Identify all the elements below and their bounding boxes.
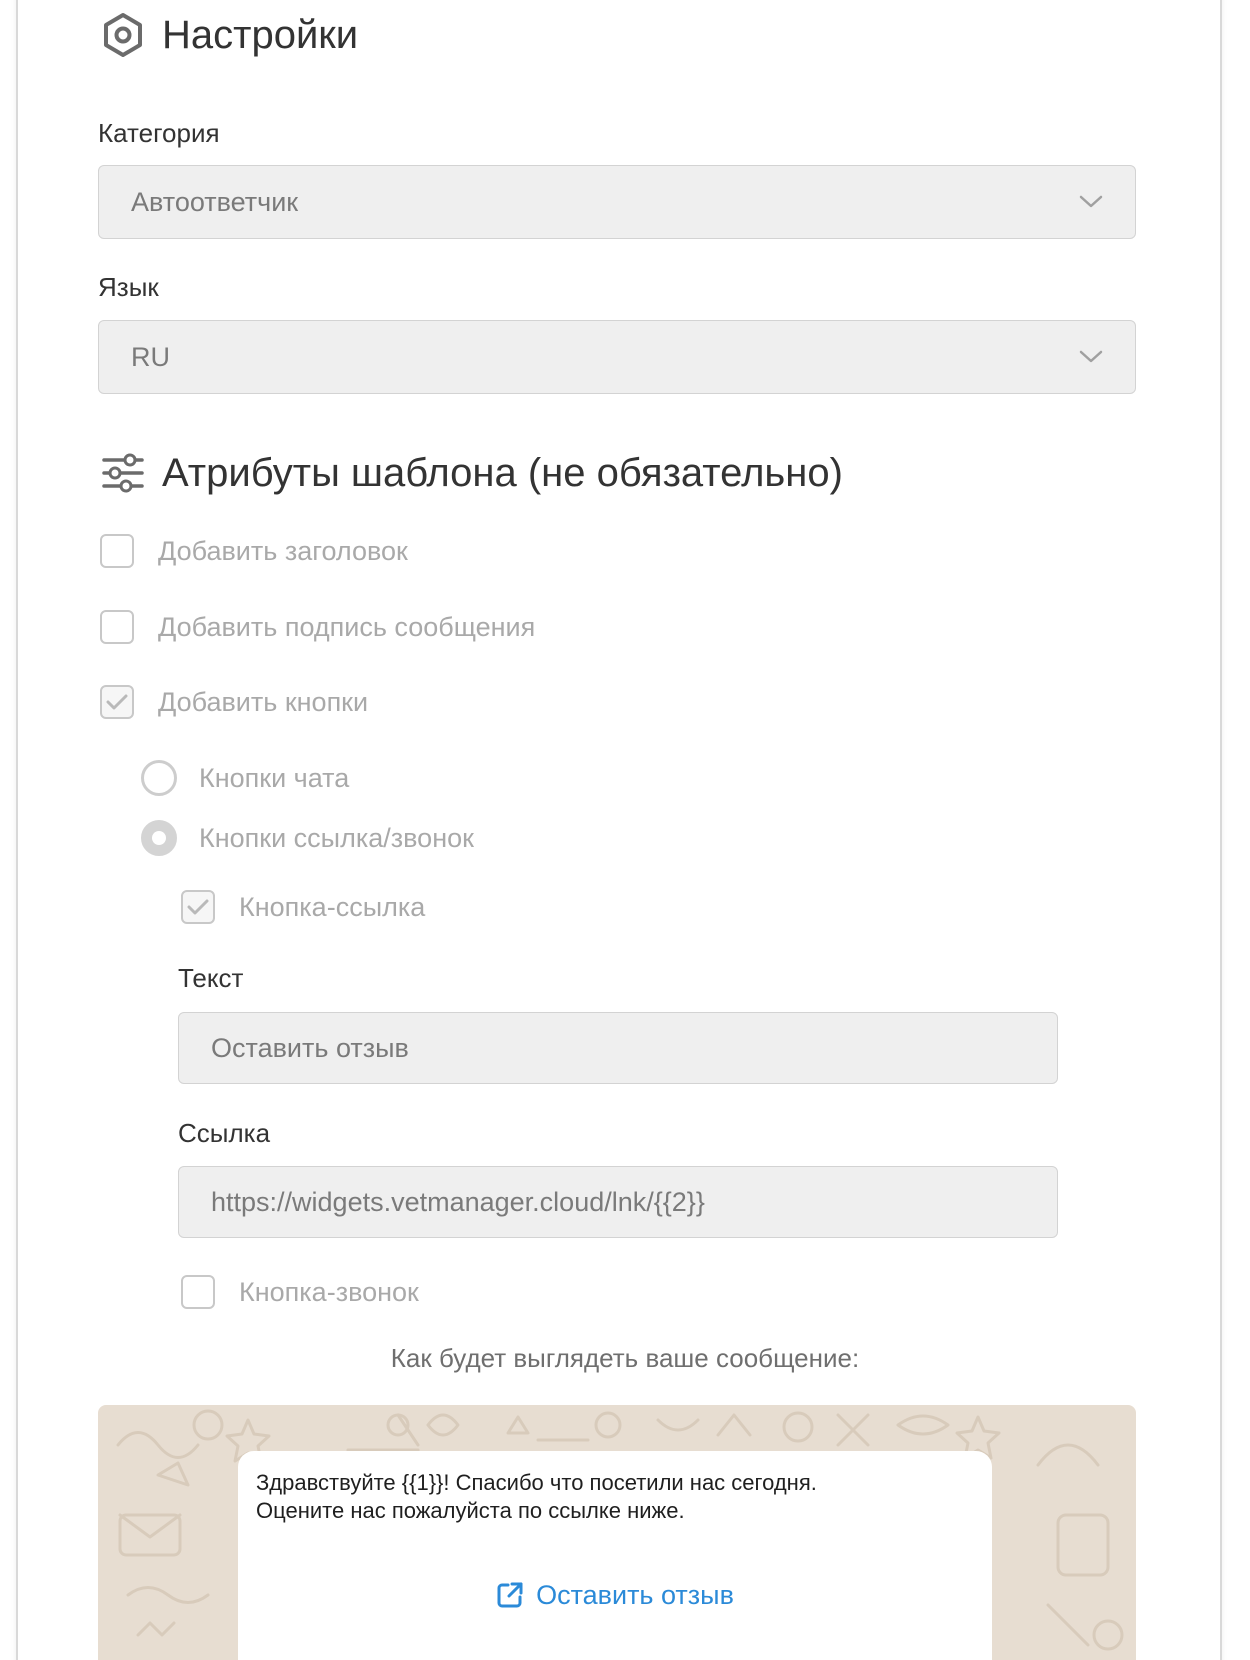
link-button-checkbox[interactable] [181, 890, 215, 924]
add-buttons-checkbox-row[interactable] [100, 685, 368, 719]
preview-caption: Как будет выглядеть ваше сообщение: [390, 1343, 860, 1373]
add-buttons-label: Добавить кнопки [158, 686, 369, 717]
add-header-checkbox[interactable] [100, 534, 134, 568]
sliders-icon [100, 450, 146, 496]
language-select[interactable] [98, 320, 1136, 394]
radio-chat-buttons-label: Кнопки чата [199, 762, 350, 793]
call-button-checkbox-row[interactable] [181, 1275, 419, 1309]
radio-dot [152, 831, 166, 845]
preview-link-button-label: Оставить отзыв [536, 1580, 734, 1610]
call-button-checkbox[interactable] [181, 1275, 215, 1309]
settings-title-text: Настройки [162, 12, 359, 57]
settings-section-title [100, 12, 358, 58]
preview-link-button[interactable] [238, 1581, 992, 1609]
radio-chat-buttons-row[interactable] [141, 760, 349, 796]
message-preview [98, 1405, 1136, 1660]
radio-link-call-buttons[interactable] [141, 820, 177, 856]
checkmark-icon [106, 693, 128, 711]
button-url-label: Ссылка [178, 1118, 271, 1148]
checkmark-icon [187, 898, 209, 916]
button-text-input[interactable] [178, 1012, 1058, 1084]
external-link-icon [496, 1581, 524, 1609]
category-select[interactable] [98, 165, 1136, 239]
link-button-checkbox-row[interactable] [181, 890, 425, 924]
button-text-label: Текст [178, 963, 244, 993]
radio-chat-buttons[interactable] [141, 760, 177, 796]
language-label: Язык [98, 272, 159, 302]
add-footer-label: Добавить подпись сообщения [158, 611, 536, 642]
add-buttons-checkbox[interactable] [100, 685, 134, 719]
button-url-input[interactable] [178, 1166, 1058, 1238]
attributes-title-text: Атрибуты шаблона (не обязательно) [162, 450, 843, 495]
category-label: Категория [98, 118, 220, 148]
radio-link-call-buttons-row[interactable] [141, 820, 474, 856]
chevron-down-icon [1079, 195, 1103, 209]
language-select-value: RU [131, 341, 170, 372]
add-footer-checkbox[interactable] [100, 610, 134, 644]
add-header-label: Добавить заголовок [158, 535, 408, 566]
hexagon-gear-icon [100, 12, 146, 58]
button-url-value: https://widgets.vetmanager.cloud/lnk/{{2}} [211, 1186, 705, 1217]
add-footer-checkbox-row[interactable] [100, 610, 535, 644]
button-text-value: Оставить отзыв [211, 1032, 409, 1063]
message-bubble [238, 1451, 992, 1660]
message-line-2: Оцените нас пожалуйста по ссылке ниже. [256, 1498, 685, 1523]
chevron-down-icon [1079, 350, 1103, 364]
add-header-checkbox-row[interactable] [100, 534, 408, 568]
radio-link-call-buttons-label: Кнопки ссылка/звонок [199, 822, 474, 853]
attributes-section-title [100, 450, 843, 496]
call-button-label: Кнопка-звонок [239, 1276, 419, 1307]
category-select-value: Автоответчик [131, 186, 299, 217]
message-line-1: Здравствуйте {{1}}! Спасибо что посетили нас сегодня. [256, 1470, 817, 1495]
link-button-label: Кнопка-ссылка [239, 891, 426, 922]
